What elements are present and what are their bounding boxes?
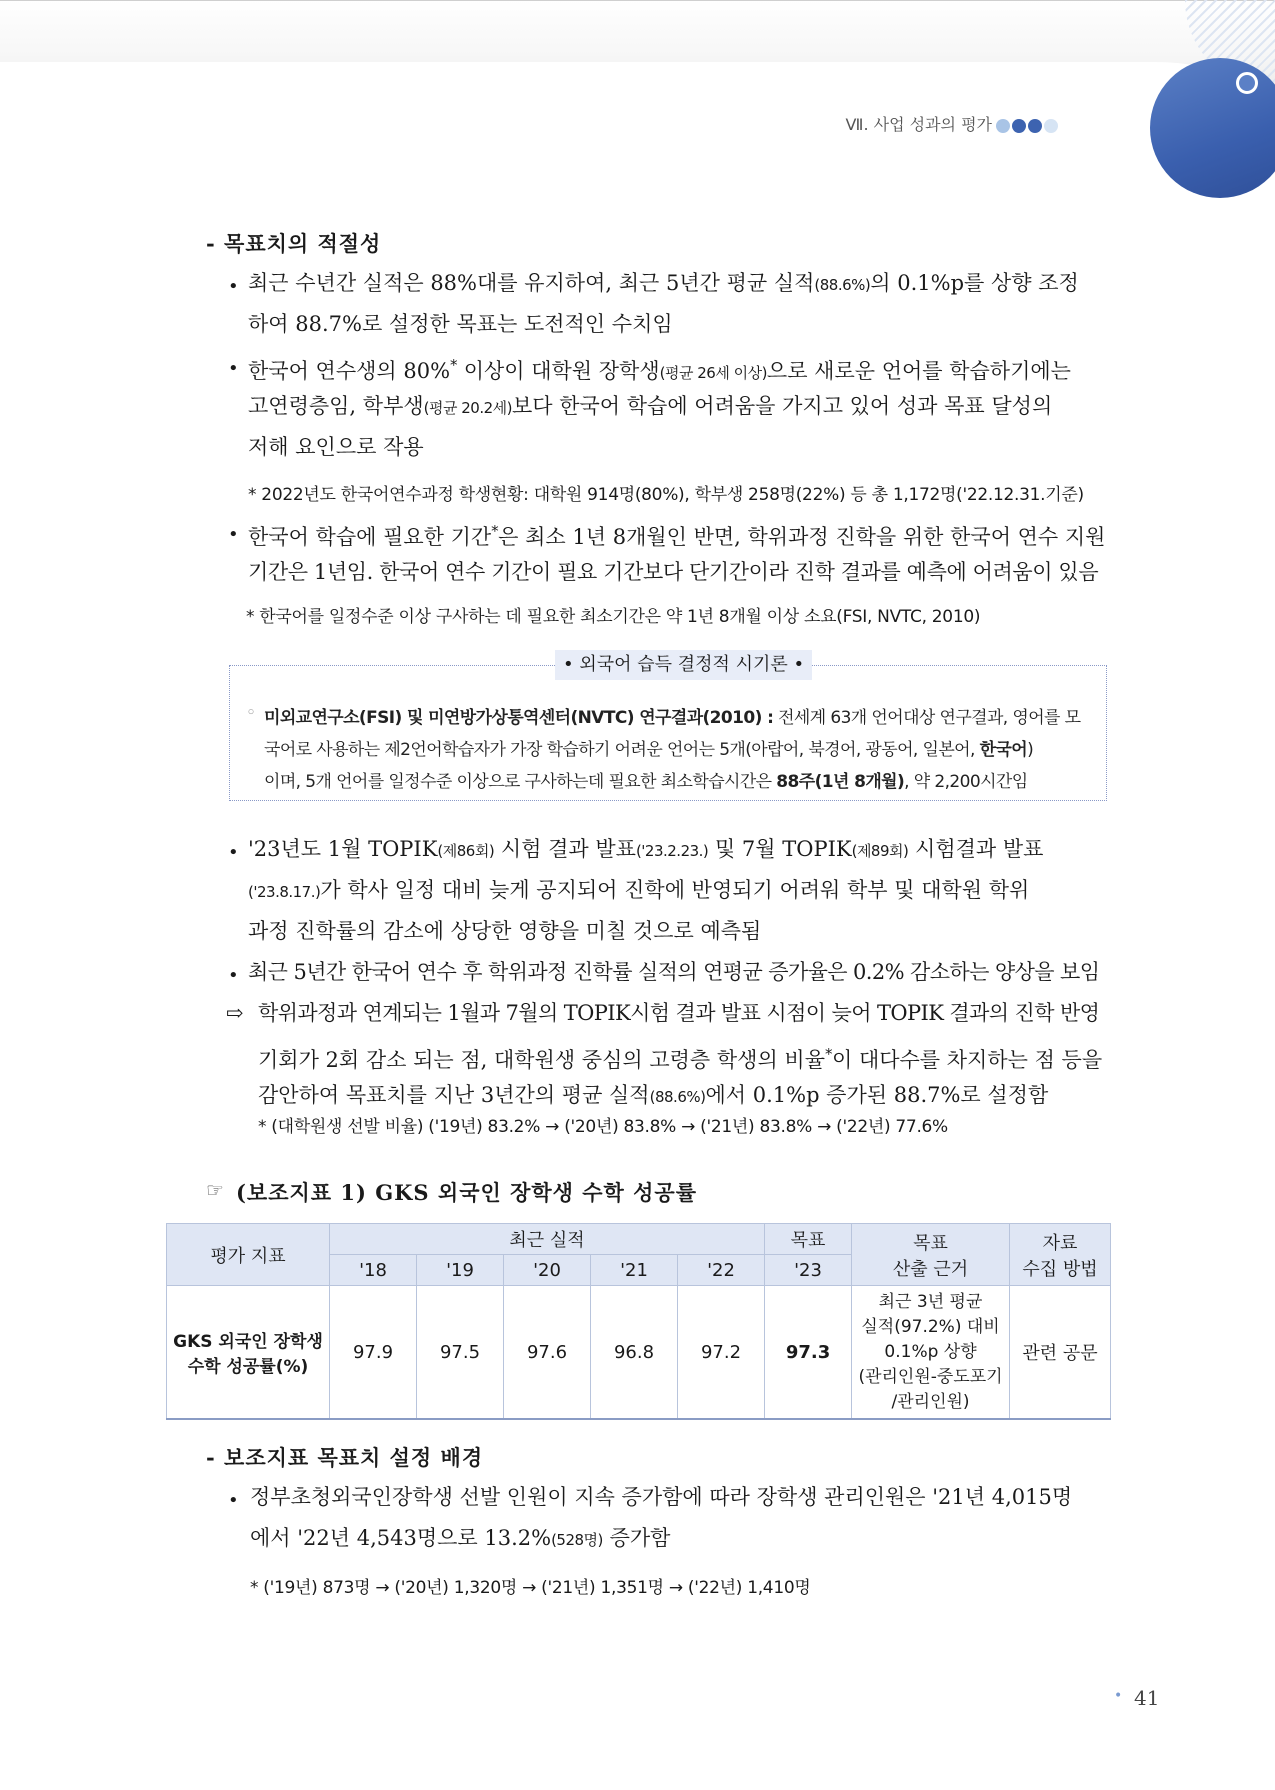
bullet-marker: • [228, 965, 239, 986]
arrow-footnote: * (대학원생 선발 비율) ('19년) 83.2% → ('20년) 83.8% → ('21년) 83.8% → ('22년) 77.6% [258, 1117, 948, 1137]
b5-line1: 최근 5년간 한국어 연수 후 학위과정 진학률 실적의 연평균 증가율은 0.2% 감소하는 양상을 보임 [248, 960, 1100, 984]
value-cell: 96.8 [591, 1286, 678, 1420]
b3-line2: 기간은 1년임. 한국어 연수 기간이 필요 기간보다 단기간이라 진학 결과를 예측에 어려움이 있음 [248, 560, 1099, 584]
header-target-basis [852, 1224, 1010, 1286]
dot-1 [996, 119, 1010, 133]
b3-footnote: * 한국어를 일정수준 이상 구사하는 데 필요한 최소기간은 약 1년 8개월 이상 소요(FSI, NVTC, 2010) [246, 607, 981, 627]
dot-3 [1028, 119, 1042, 133]
text: 최근 수년간 실적은 88%대를 유지하여, 최근 5년간 평균 실적 [248, 271, 815, 295]
s3-footnote: * ('19년) 873명 → ('20년) 1,320명 → ('21년) 1,351명 → ('22년) 1,410명 [250, 1578, 811, 1598]
header-year: '19 [417, 1255, 504, 1286]
value-cell: 97.5 [417, 1286, 504, 1420]
header-line: 자료 [1042, 1232, 1078, 1254]
section-title-sub-target: - 보조지표 목표치 설정 배경 [206, 1445, 484, 1470]
b4-line2 [248, 870, 1029, 913]
value-cell: 97.6 [504, 1286, 591, 1420]
text: 이 대다수를 차지하는 점 등을 [831, 1048, 1103, 1072]
text: 이상이 대학원 장학생 [457, 359, 660, 383]
corner-ring-decoration [1236, 72, 1258, 94]
arrow-line1: 학위과정과 연계되는 1월과 7월의 TOPIK시험 결과 발표 시점이 늦어 TOPIK 결과의 진학 반영 [258, 1001, 1100, 1025]
page-bullet: • [1114, 1688, 1123, 1704]
dot-2 [1012, 119, 1026, 133]
footnote-marker: * [450, 356, 458, 374]
box-line3 [264, 767, 1028, 792]
s3-line2 [250, 1518, 670, 1561]
text-small: (88.6%) [814, 276, 871, 294]
pointing-hand-icon: ☞ [206, 1178, 224, 1202]
text: 보다 한국어 학습에 어려움을 가지고 있어 성과 목표 달성의 [511, 394, 1053, 418]
gks-indicator-table [166, 1223, 1111, 1420]
header-line: 목표 [913, 1232, 948, 1254]
text: 한국어 학습에 필요한 기간 [248, 525, 492, 549]
header-line: 산출 근거 [892, 1258, 969, 1280]
label-line: 수학 성공률(%) [187, 1357, 309, 1377]
text: 증가함 [602, 1526, 671, 1550]
bullet-marker: • [228, 842, 239, 863]
b2-line3: 저해 요인으로 작용 [248, 435, 424, 459]
text: , 약 2,200시간임 [904, 772, 1028, 792]
b2-line2 [248, 386, 1052, 429]
bullet-marker: • [228, 276, 239, 297]
text-small: ('23.2.23.) [635, 842, 709, 860]
b4-line1 [248, 829, 1043, 872]
header-year: '20 [504, 1255, 591, 1286]
footnote-marker: * [824, 1045, 832, 1063]
box-title: • 외국어 습득 결정적 시기론 • [555, 650, 812, 680]
text: ) [1027, 740, 1034, 760]
value-cell: 97.2 [678, 1286, 765, 1420]
chapter-dots [996, 119, 1060, 135]
arrow-icon: ⇨ [226, 1001, 244, 1025]
text-small: (평균 26세 이상) [659, 364, 767, 382]
dot-4 [1044, 119, 1058, 133]
text: 에서 0.1%p 증가된 88.7%로 설정함 [705, 1083, 1049, 1107]
text-bold: 한국어 [979, 740, 1028, 760]
basis-line: 최근 3년 평균 [878, 1291, 983, 1312]
b1-line2: 하여 88.7%로 설정한 목표는 도전적인 수치임 [248, 312, 673, 336]
method-cell: 관련 공문 [1010, 1286, 1111, 1420]
b4-line3: 과정 진학률의 감소에 상당한 영향을 미칠 것으로 예측됨 [248, 919, 762, 943]
text: 시험 결과 발표 [494, 837, 636, 861]
bullet-marker: • [228, 524, 239, 545]
basis-line: (관리인원-중도포기 [858, 1366, 1003, 1387]
b1-line1 [248, 263, 1079, 306]
basis-line: 0.1%p 상향 [884, 1341, 977, 1362]
row-label [167, 1286, 330, 1420]
top-border [0, 0, 1275, 1]
header-year: '22 [678, 1255, 765, 1286]
text: 국어로 사용하는 제2언어학습자가 가장 학습하기 어려운 언어는 5개(아랍어, 북경어, 광동어, 일본어, [264, 740, 980, 760]
section-title-target-adequacy: - 목표치의 적절성 [206, 231, 382, 256]
text: 은 최소 1년 8개월인 반면, 학위과정 진학을 위한 한국어 연수 지원 [498, 525, 1106, 549]
box-line2 [264, 735, 1033, 760]
header-indicator: 평가 지표 [167, 1224, 330, 1286]
header-line: 수집 방법 [1022, 1258, 1098, 1280]
header-collection-method [1010, 1224, 1111, 1286]
header-recent-results: 최근 실적 [330, 1224, 765, 1255]
table-row [167, 1286, 1111, 1420]
bullet-marker: • [228, 1490, 239, 1511]
text-bold: 88주(1년 8개월) [776, 772, 905, 792]
text: 기회가 2회 감소 되는 점, 대학원생 중심의 고령층 학생의 비율 [258, 1048, 825, 1072]
text: 가 학사 일정 대비 늦게 공지되어 진학에 반영되기 어려워 학부 및 대학원 학위 [320, 878, 1030, 902]
text: '23년도 1월 TOPIK [248, 837, 438, 861]
text: 이며, 5개 언어를 일정수준 이상으로 구사하는데 필요한 최소학습시간은 [264, 772, 777, 792]
basis-cell [852, 1286, 1010, 1420]
arrow-line2 [258, 1034, 1102, 1081]
text: 으로 새로운 언어를 학습하기에는 [766, 359, 1071, 383]
box-marker: ◦ [246, 703, 256, 723]
header-curve [0, 62, 1275, 122]
text: 고연령층임, 학부생 [248, 394, 424, 418]
label-line: GKS 외국인 장학생 [173, 1332, 323, 1352]
bullet-marker: • [228, 358, 239, 379]
text: 및 7월 TOPIK [708, 837, 852, 861]
chapter-title: Ⅶ. 사업 성과의 평가 [845, 115, 992, 134]
b3-line1 [248, 511, 1105, 558]
section-title-gks: (보조지표 1) GKS 외국인 장학생 수학 성공률 [236, 1180, 697, 1205]
header-target: 목표 [765, 1224, 852, 1255]
basis-line: 실적(97.2%) 대비 [861, 1316, 1000, 1337]
text: 감안하여 목표치를 지난 3년간의 평균 실적 [258, 1083, 650, 1107]
box-line1 [264, 703, 1081, 728]
value-cell: 97.9 [330, 1286, 417, 1420]
text-small: (평균 20.2세) [423, 399, 512, 417]
text-small: (제86회) [437, 842, 495, 860]
header-year: '18 [330, 1255, 417, 1286]
text: 전세계 63개 언어대상 연구결과, 영어를 모 [773, 708, 1081, 728]
text-bold: 미외교연구소(FSI) 및 미연방가상통역센터(NVTC) 연구결과(2010) : [264, 708, 774, 728]
text-small: (제89회) [851, 842, 909, 860]
header-year: '23 [765, 1255, 852, 1286]
text: 의 0.1%p를 상향 조정 [870, 271, 1079, 295]
header-year: '21 [591, 1255, 678, 1286]
page-number: 41 [1134, 1686, 1160, 1710]
b2-footnote: * 2022년도 한국어연수과정 학생현황: 대학원 914명(80%), 학부생 258명(22%) 등 총 1,172명('22.12.31.기준) [248, 485, 1084, 505]
footnote-marker: * [491, 522, 499, 540]
text: 에서 '22년 4,543명으로 13.2% [250, 1526, 552, 1550]
basis-line: /관리인원) [891, 1391, 970, 1412]
text-small: (88.6%) [649, 1088, 706, 1106]
text: 시험결과 발표 [908, 837, 1044, 861]
text-small: (528명) [551, 1531, 603, 1549]
text: 한국어 연수생의 80% [248, 359, 451, 383]
text-small: ('23.8.17.) [248, 883, 321, 901]
s3-line1: 정부초청외국인장학생 선발 인원이 지속 증가함에 따라 장학생 관리인원은 '21년 4,015명 [250, 1485, 1073, 1509]
target-value-cell: 97.3 [765, 1286, 852, 1420]
